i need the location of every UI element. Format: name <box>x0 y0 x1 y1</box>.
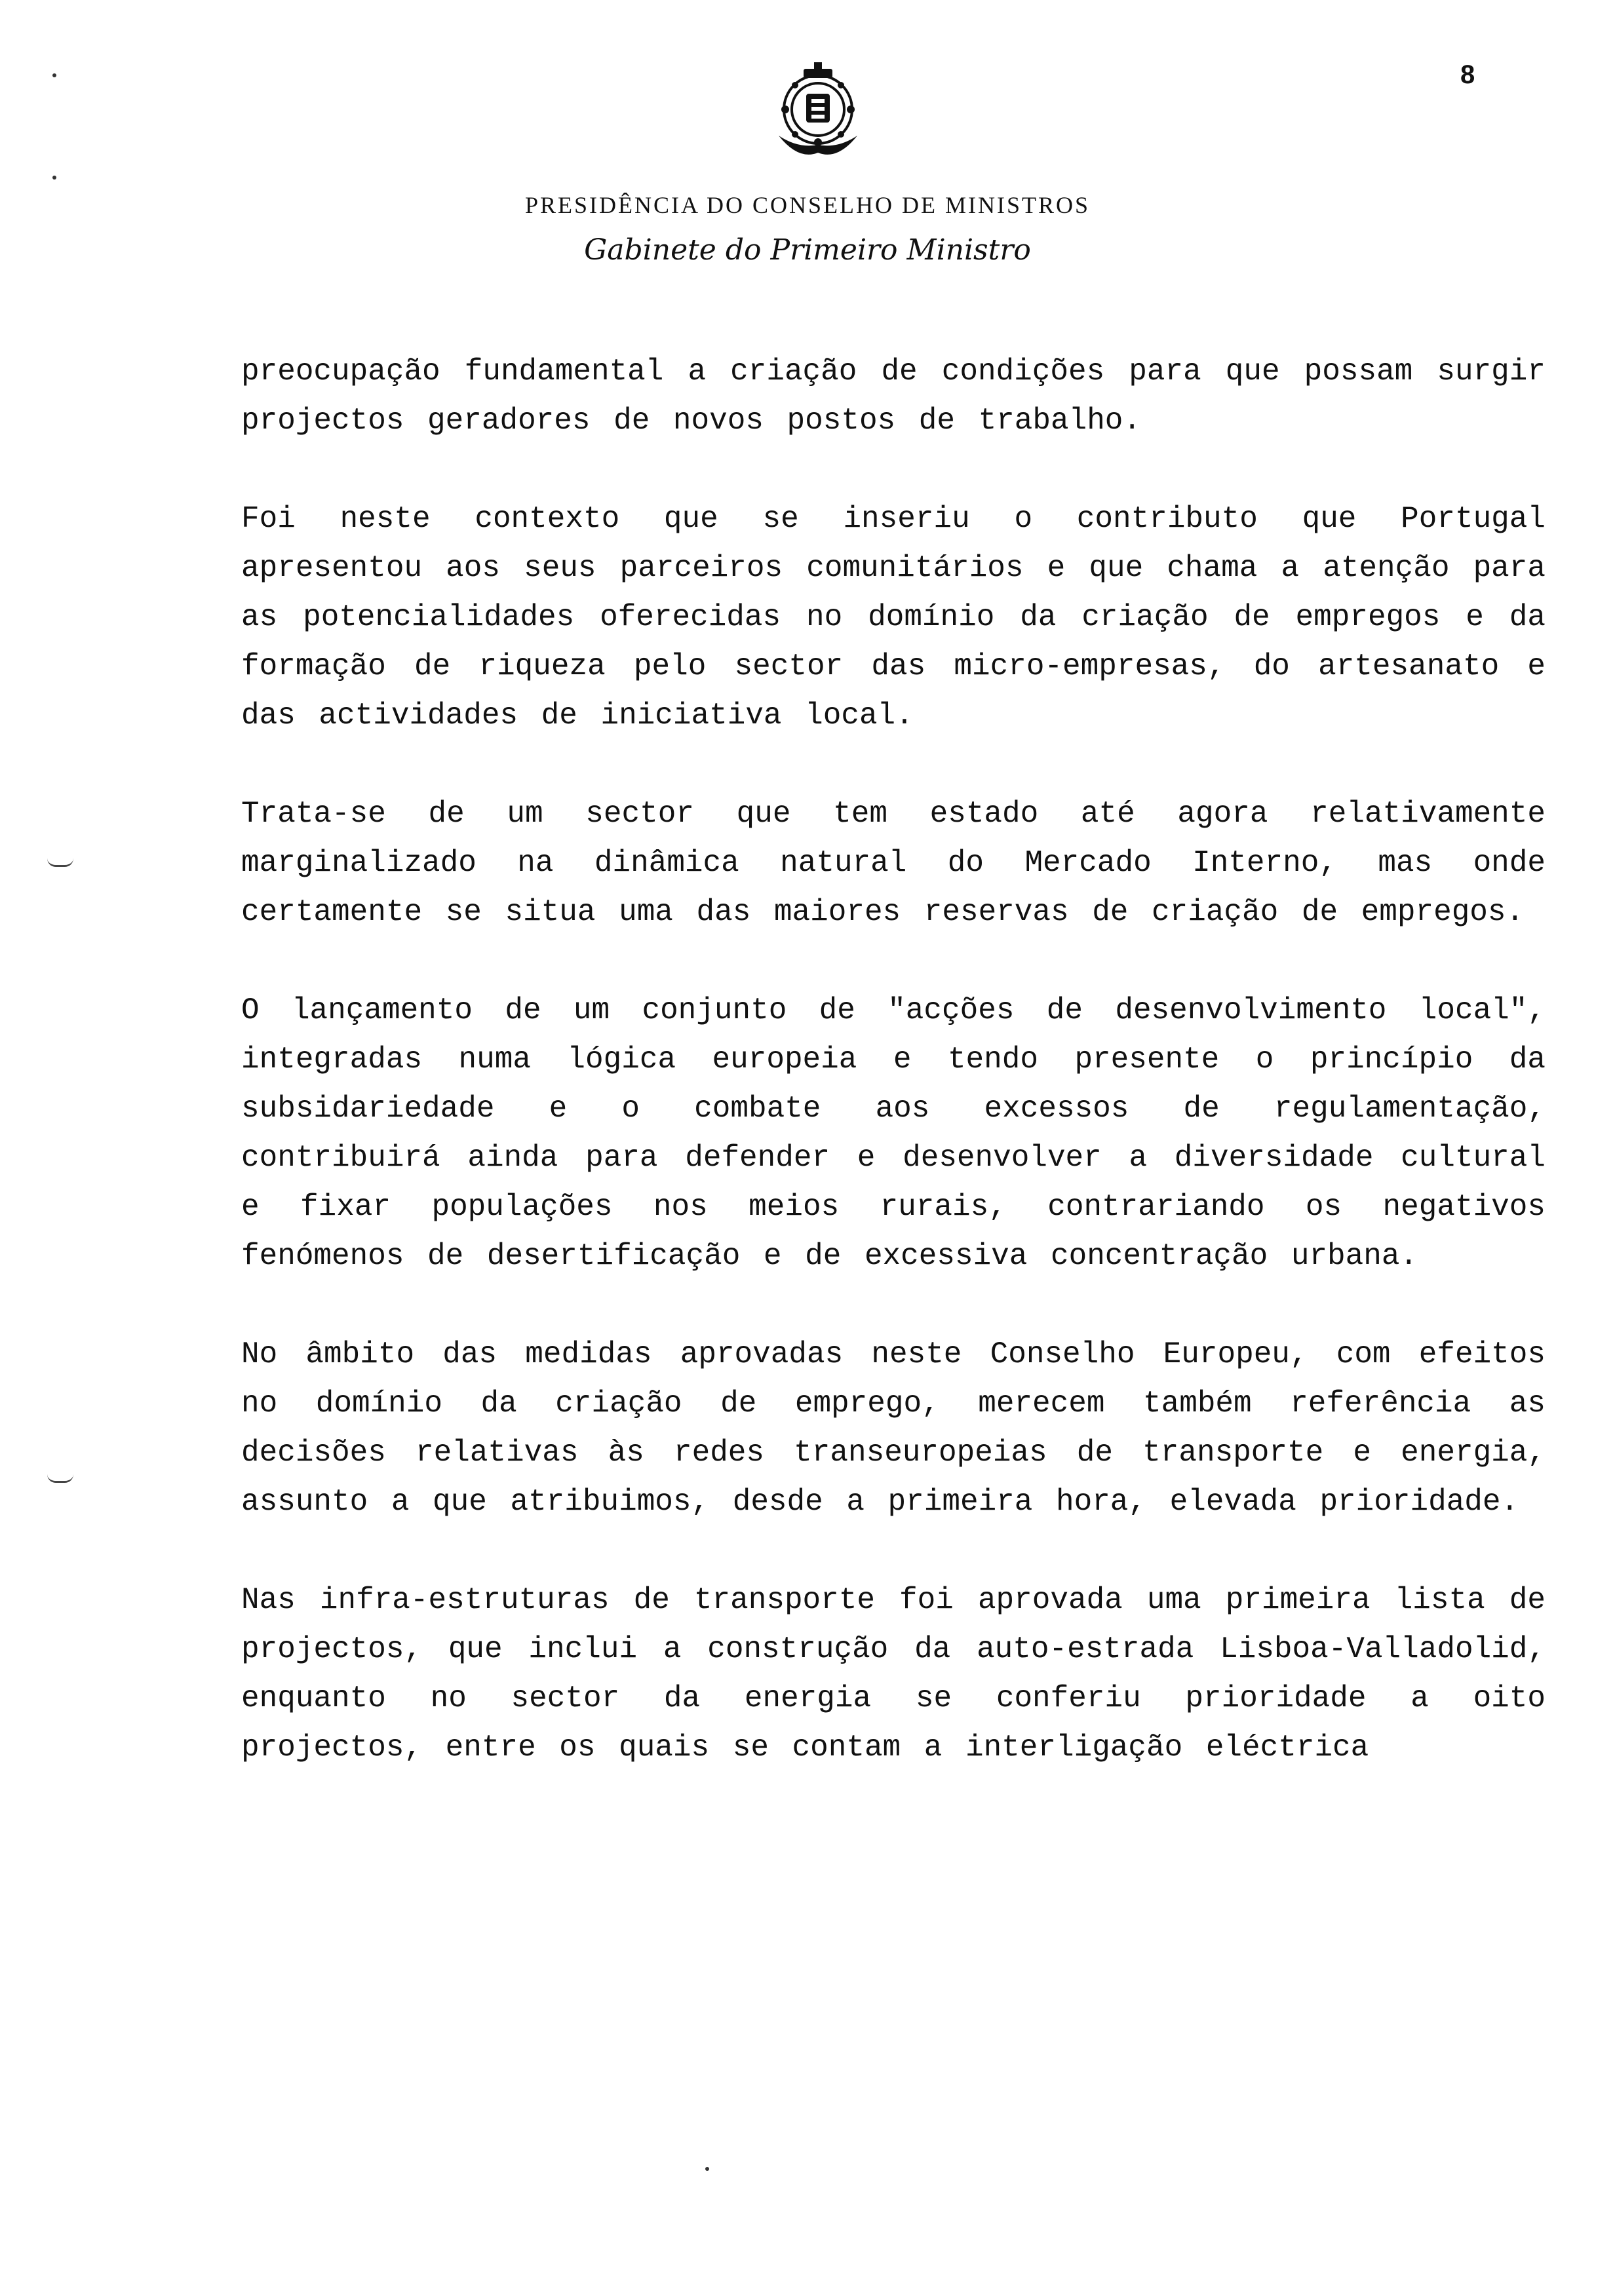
margin-mark <box>47 1474 73 1483</box>
header-subtitle: Gabinete do Primeiro Ministro <box>584 233 1031 267</box>
header-title: PRESIDÊNCIA DO CONSELHO DE MINISTROS <box>524 192 1091 218</box>
portuguese-coat-of-arms-icon <box>766 62 870 161</box>
page-number: 8 <box>1460 60 1475 89</box>
scan-speck <box>52 73 56 77</box>
body-text <box>241 347 1546 1822</box>
paragraph: No âmbito das medidas aprovadas neste Conselho Europeu, com efeitos no domínio da criação de emprego, merecem também referência as decisões relativas às redes transeuropeias de transporte e energia, assunto a que atribuimos, desde a primeira hora, elevada prioridade. <box>241 1337 1546 1519</box>
scan-speck <box>52 176 56 180</box>
paragraph: Trata-se de um sector que tem estado até agora relativamente marginalizado na dinâmica natural do Mercado Interno, mas onde certamente se situa uma das maiores reservas de criação de empregos. <box>241 797 1546 929</box>
paragraph: preocupação fundamental a criação de condições para que possam surgir projectos geradores de novos postos de trabalho. <box>241 354 1546 438</box>
paragraph: Foi neste contexto que se inseriu o contributo que Portugal apresentou aos seus parceiros comunitários e que chama a atenção para as potencialidades oferecidas no domínio da criação de empregos e da formação de riqueza pelo sector das micro-empresas, do artesanato e das actividades de iniciativa local. <box>241 502 1546 733</box>
scan-speck <box>705 2167 709 2171</box>
margin-mark <box>47 858 73 867</box>
paragraph: Nas infra-estruturas de transporte foi aprovada uma primeira lista de projectos, que inclui a construção da auto-estrada Lisboa-Valladolid, enquanto no sector da energia se conferiu prioridade a oito projectos, entre os quais se contam a interligação eléctrica <box>241 1583 1546 1765</box>
paragraph: O lançamento de um conjunto de "acções de desenvolvimento local", integradas numa lógica europeia e tendo presente o princípio da subsidariedade e o combate aos excessos de regulamentação, contribuirá ainda para defender e desenvolver a diversidade cultural e fixar populações nos meios rurais, contrariando os negativos fenómenos de desertificação e de excessiva concentração urbana. <box>241 993 1546 1273</box>
